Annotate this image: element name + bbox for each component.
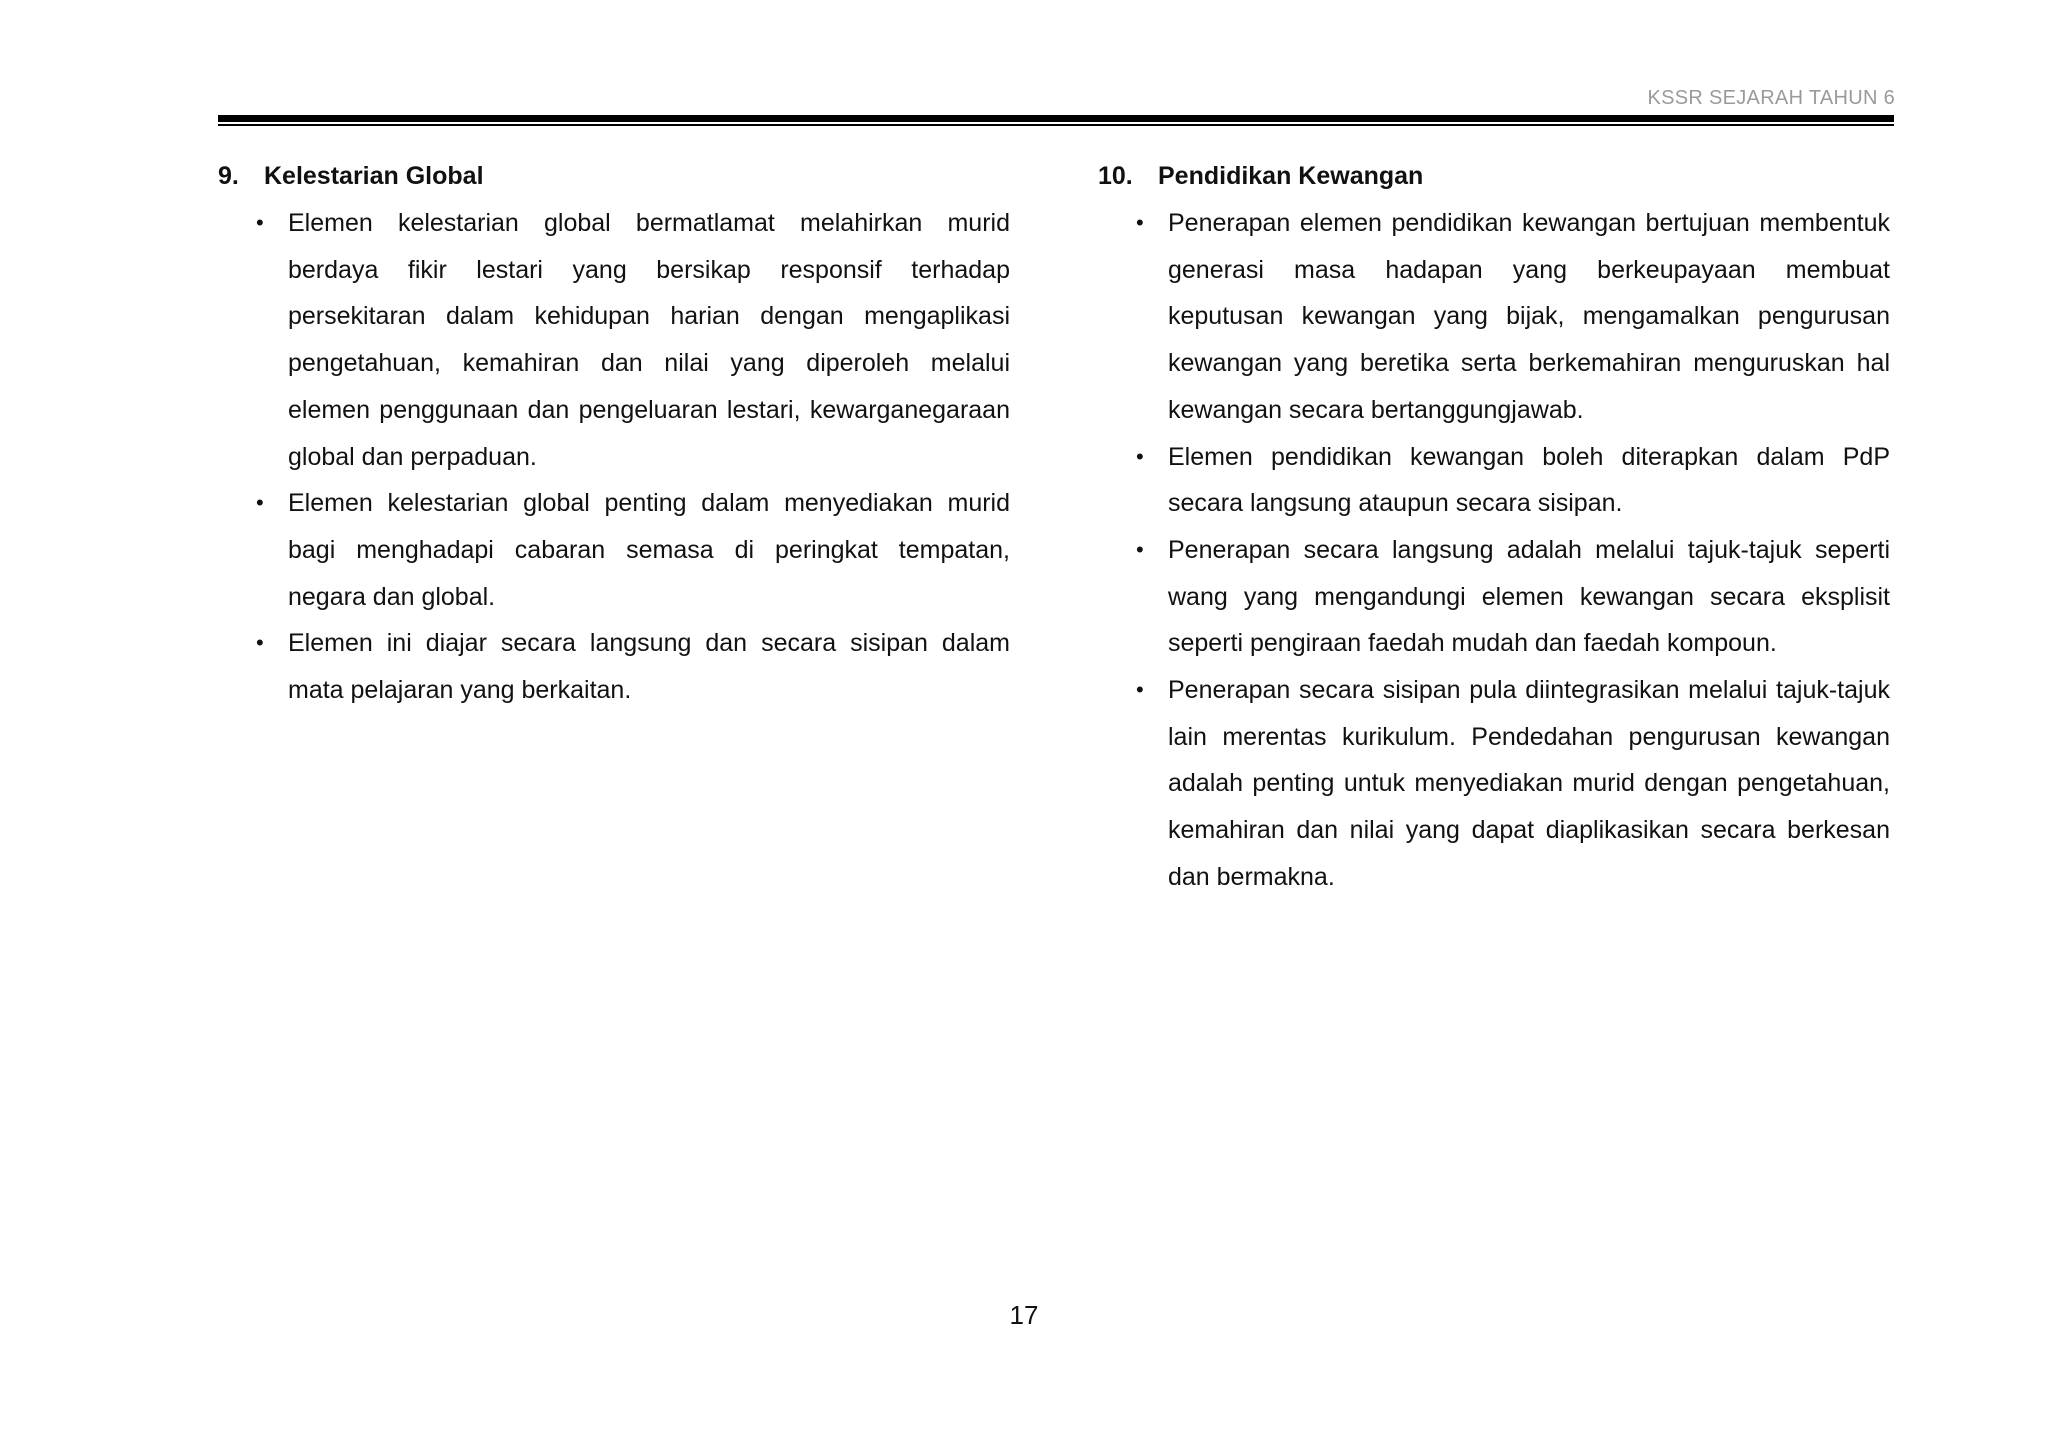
bullet-icon: •	[256, 490, 264, 516]
running-header: KSSR SEJARAH TAHUN 6	[1647, 87, 1895, 109]
list-item	[218, 480, 1010, 620]
page-number: 17	[1009, 1300, 1039, 1330]
bullet-list	[218, 200, 1010, 714]
bullet-text: Elemen kelestarian global bermatlamat melahirkan murid berdaya fikir lestari yang bersikap responsif terhadap persekitaran dalam kehidupan harian dengan mengaplikasi pengetahuan, kemahiran dan nilai yang diperoleh melalui elemen penggunaan dan pengeluaran lestari, kewarganegaraan global dan perpaduan.	[288, 209, 1010, 471]
bullet-icon: •	[1136, 536, 1144, 562]
section-title: Pendidikan Kewangan	[1158, 162, 1424, 190]
section-number: 10.	[1098, 162, 1133, 190]
bullet-text: Penerapan secara langsung adalah melalui tajuk-tajuk seperti wang yang mengandungi elemen kewangan secara eksplisit seperti pengiraan faedah mudah dan faedah kompoun.	[1168, 535, 1890, 658]
list-item	[1098, 667, 1890, 901]
section-kelestarian-global	[218, 155, 1010, 714]
section-pendidikan-kewangan	[1098, 155, 1890, 901]
section-title: Kelestarian Global	[264, 162, 484, 190]
list-item	[218, 200, 1010, 480]
bullet-icon: •	[1136, 443, 1144, 469]
header-rule-thick	[218, 115, 1894, 122]
bullet-icon: •	[256, 630, 264, 656]
bullet-text: Elemen ini diajar secara langsung dan secara sisipan dalam mata pelajaran yang berkaitan.	[288, 629, 1010, 705]
section-heading	[1098, 155, 1890, 197]
bullet-icon: •	[1136, 677, 1144, 703]
list-item	[1098, 200, 1890, 434]
bullet-icon: •	[1136, 210, 1144, 235]
bullet-icon: •	[256, 210, 264, 235]
bullet-text: Penerapan elemen pendidikan kewangan bertujuan membentuk generasi masa hadapan yang berkeupayaan membuat keputusan kewangan yang bijak, mengamalkan pengurusan kewangan yang beretika serta berkemahiran menguruskan hal kewangan secara bertanggungjawab.	[1168, 209, 1890, 424]
list-item	[1098, 434, 1890, 527]
list-item	[218, 620, 1010, 713]
bullet-text: Elemen kelestarian global penting dalam menyediakan murid bagi menghadapi cabaran semasa di peringkat tempatan, negara dan global.	[288, 489, 1010, 611]
bullet-text: Penerapan secara sisipan pula diintegrasikan melalui tajuk-tajuk lain merentas kurikulum. Pendedahan pengurusan kewangan adalah penting untuk menyediakan murid dengan pengetahuan, kemahiran dan nilai yang dapat diaplikasikan secara berkesan dan bermakna.	[1168, 676, 1890, 891]
header-rule-thin	[218, 124, 1894, 126]
bullet-text: Elemen pendidikan kewangan boleh diterapkan dalam PdP secara langsung ataupun secara sisipan.	[1168, 442, 1890, 518]
bullet-list	[1098, 200, 1890, 901]
section-number: 9.	[218, 162, 239, 190]
section-heading	[218, 155, 1010, 197]
list-item	[1098, 527, 1890, 667]
